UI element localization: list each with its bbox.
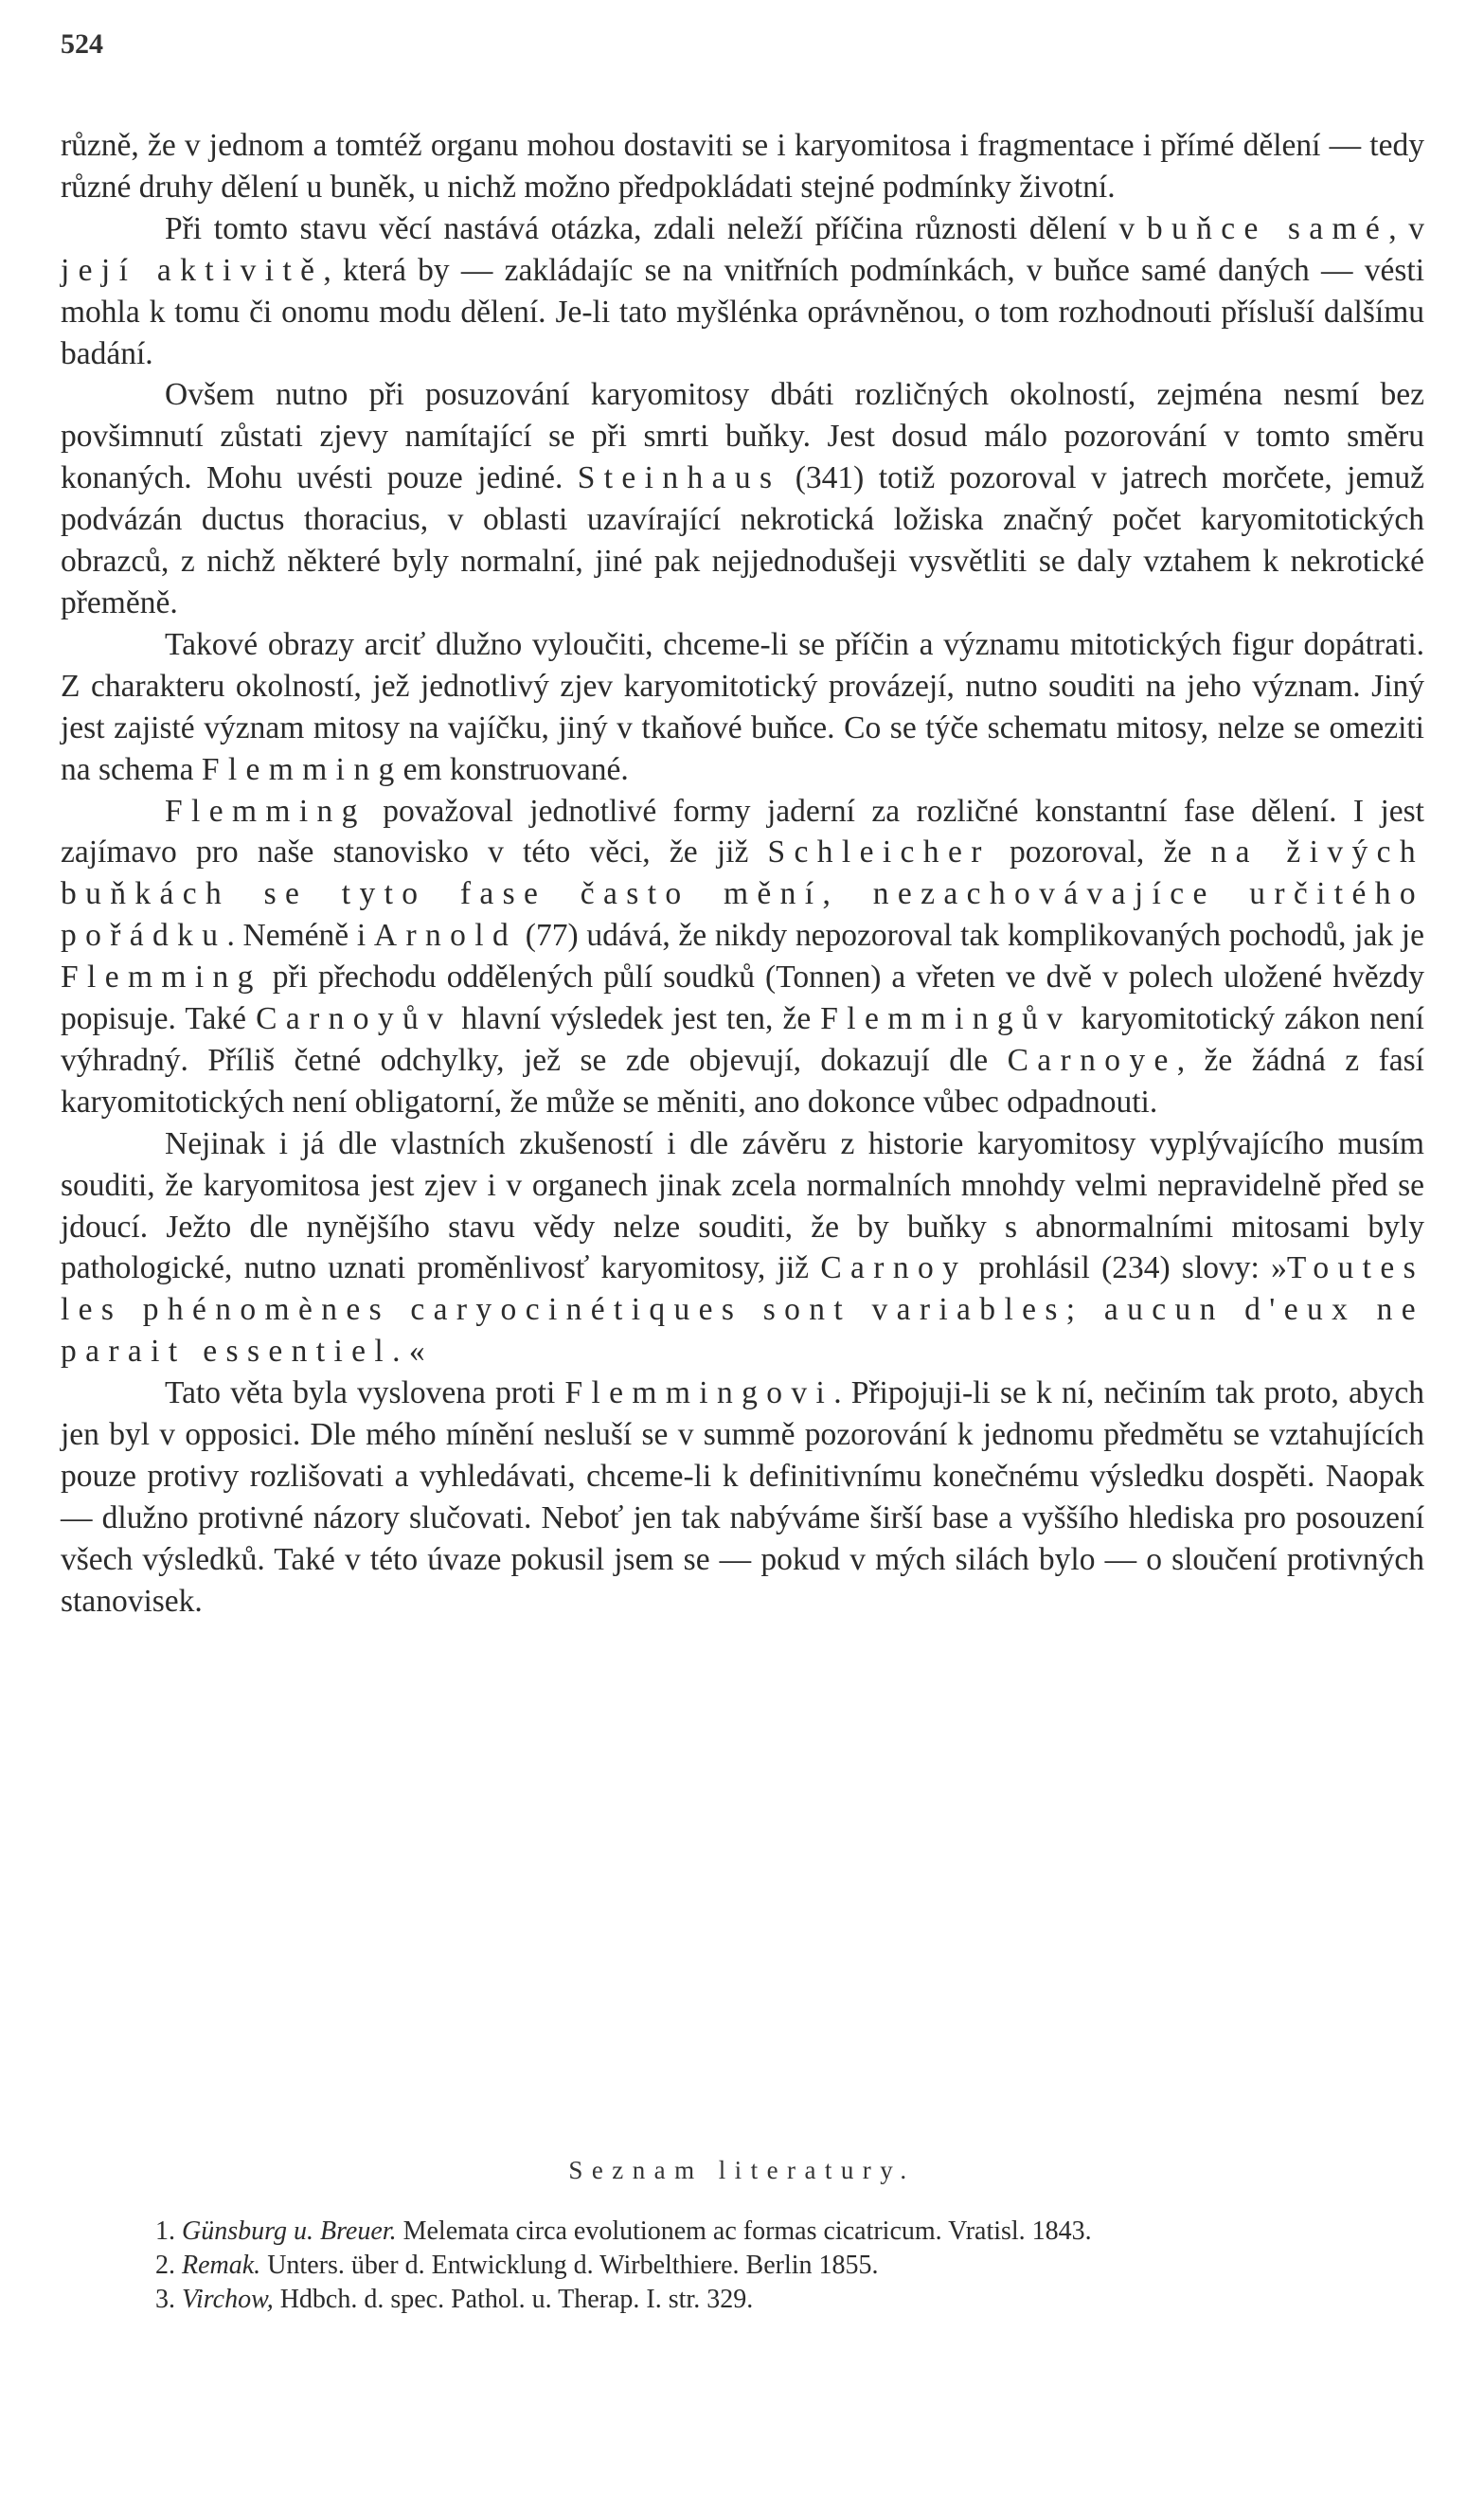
paragraph-text: Tato věta byla vyslovena proti [165, 1375, 565, 1411]
reference-entry [61, 2249, 1424, 2283]
paragraph-text: různě, že v jednom a tomtéž organu mohou dostaviti se i karyomitosa i fragmentace i přímé dělení — tedy různé druhy dělení u buněk, u nichž možno předpokládati stejné podmínky životní. [61, 128, 1424, 205]
emphasized-text: Arnold [373, 918, 518, 954]
paragraph-text: považoval jednotlivé formy jaderní za rozličné konstantní fase dělení. I jest zajímavo pro naše stanovisko v této věci, že již [61, 793, 1424, 870]
paragraph-text: , že žádná z fasí karyomitotických není obligatorní, že může se měniti, ano dokonce vůbec odpadnouti. [61, 1042, 1424, 1120]
paragraph-text: (341) totiž pozoroval v jatrech morčete, jemuž podvázán ductus thoracius, v oblasti uzavírající nekrotická ložiska značný počet karyomitotických obrazců, z nichž některé byly normalní, jiné pak nejjednodušeji vysvětliti se daly vztahem k nekrotické přeměně. [61, 460, 1424, 620]
paragraph-text: prohlásil (234) slovy: » [967, 1250, 1287, 1286]
emphasized-text: Flemmingův [820, 1001, 1072, 1037]
paragraph-text: « [408, 1334, 425, 1370]
emphasized-text: Carnoy [820, 1250, 968, 1286]
emphasized-text: Schleicher [767, 834, 991, 870]
emphasized-text: Flemming [201, 751, 403, 787]
bibliography-list [61, 2215, 1424, 2317]
emphasized-text: Flemming [61, 960, 262, 996]
reference-number: 3. [155, 2285, 182, 2314]
emphasized-text: Steinhaus [577, 460, 781, 496]
reference-author: Virchow, [182, 2285, 274, 2314]
paragraph [61, 791, 1424, 1123]
reference-text: Hdbch. d. spec. Pathol. u. Therap. I. str. 329. [273, 2285, 754, 2314]
paragraph-text: při přechodu oddělených půlí soudků (Tonnen) a vřeten ve dvě v polech uložené hvězdy popisuje. Také [61, 960, 1424, 1037]
emphasized-text: Carnoyův [256, 1001, 453, 1037]
bibliography-heading: Seznam literatury. [568, 2156, 916, 2184]
reference-text: Unters. über d. Entwicklung d. Wirbelthiere. Berlin 1855. [260, 2251, 879, 2280]
emphasized-text: Toutes les phénomènes caryocinétiques sont variables; aucun d'eux ne parait essentiel. [61, 1250, 1424, 1370]
paragraph-text: Ovšem nutno při posuzování karyomitosy dbáti rozličných okolností, zejména nesmí bez povšimnutí zůstati zjevy namítající se při smrti buňky. Jest dosud málo pozorování v tomto směru konaných. Mohu uvésti pouze jediné. [61, 377, 1424, 496]
paragraph [61, 1373, 1424, 1622]
paragraph [61, 1123, 1424, 1373]
paragraph [61, 624, 1424, 791]
paragraph-text: , která by — zakládajíc se na vnitřních podmínkách, v buňce samé daných — vésti mohla k tomu či onomu modu dělení. Je-li tato myšlénka oprávněnou, o tom rozhodnouti přísluší dalšímu badání. [61, 252, 1425, 371]
paragraph-text: pozoroval, že [990, 834, 1211, 870]
reference-text: Melemata circa evolutionem ac formas cicatricum. Vratisl. 1843. [396, 2216, 1092, 2246]
reference-number: 1. [155, 2216, 182, 2246]
reference-entry [61, 2283, 1424, 2317]
paragraph [61, 208, 1424, 375]
emphasized-text: Carnoye [1007, 1042, 1177, 1078]
paragraph-text: . Neméně i [226, 918, 374, 954]
page-number: 524 [61, 28, 103, 60]
paragraph-text: . Připojuji-li se k ní, nečiním tak proto, abych jen byl v opposici. Dle mého mínění nesluší se v summě pozorování k jednomu předmětu se vztahujících pouze protivy rozlišovati a vyhledávati, chceme-li k definitivnímu konečnému výsledku dospěti. Naopak — dlužno protivné názory slučovati. Neboť jen tak nabýváme širší base a vyššího hlediska pro posouzení všech výsledků. Také v této úvaze pokusil jsem se — pokud v mých silách bylo — o sloučení protivných stanovisek. [61, 1375, 1424, 1619]
paragraph-text: Takové obrazy arciť dlužno vyloučiti, chceme-li se příčin a významu mitotických figur dopátrati. Z charakteru okolností, jež jednotlivý zjev karyomitotický provázejí, nutno souditi na jeho význam. Jiný jest zajisté význam mitosy na vajíčku, jiný v tkaňové buňce. Co se týče schematu mitosy, nelze se omeziti na schema [61, 626, 1424, 787]
emphasized-text: Flemmingovi [564, 1375, 834, 1411]
paragraph-text: , v [1388, 210, 1424, 246]
emphasized-text: na živých buňkách se tyto fase často mění, nezachovávajíce určitého pořádku [61, 834, 1424, 954]
paragraph-text: (77) udává, že nikdy nepozoroval tak komplikovaných pochodů, jak je [517, 918, 1424, 954]
body-text [61, 125, 1424, 1623]
paragraph-text: Při tomto stavu věcí nastává otázka, zdali neleží příčina různosti dělení v [165, 210, 1147, 246]
paragraph [61, 125, 1424, 208]
paragraph-text: Nejinak i já dle vlastních zkušeností i dle závěru z historie karyomitosy vyplývajícího musím souditi, že karyomitosa jest zjev i v organech jinak zcela normalních mnohdy velmi nepravidelně před se jdoucí. Ježto dle nynějšího stavu vědy nelze souditi, že by buňky s abnormalními mitosami byly pathologické, nutno uznati proměnlivosť karyomitosy, již [61, 1125, 1424, 1286]
reference-author: Günsburg u. Breuer. [182, 2216, 397, 2246]
reference-entry [61, 2215, 1424, 2249]
paragraph-text: em konstruované. [402, 751, 629, 787]
paragraph-text: karyomitotický zákon není výhradný. Příliš četné odchylky, jež se zde objevují, dokazují dle [61, 1001, 1424, 1078]
paragraph-text: hlavní výsledek jest ten, že [452, 1001, 821, 1037]
reference-author: Remak. [182, 2251, 261, 2280]
reference-number: 2. [155, 2251, 182, 2280]
emphasized-text: její aktivitě [61, 252, 324, 288]
emphasized-text: buňce samé [1146, 210, 1389, 246]
emphasized-text: Flemming [165, 793, 367, 829]
paragraph [61, 374, 1424, 623]
